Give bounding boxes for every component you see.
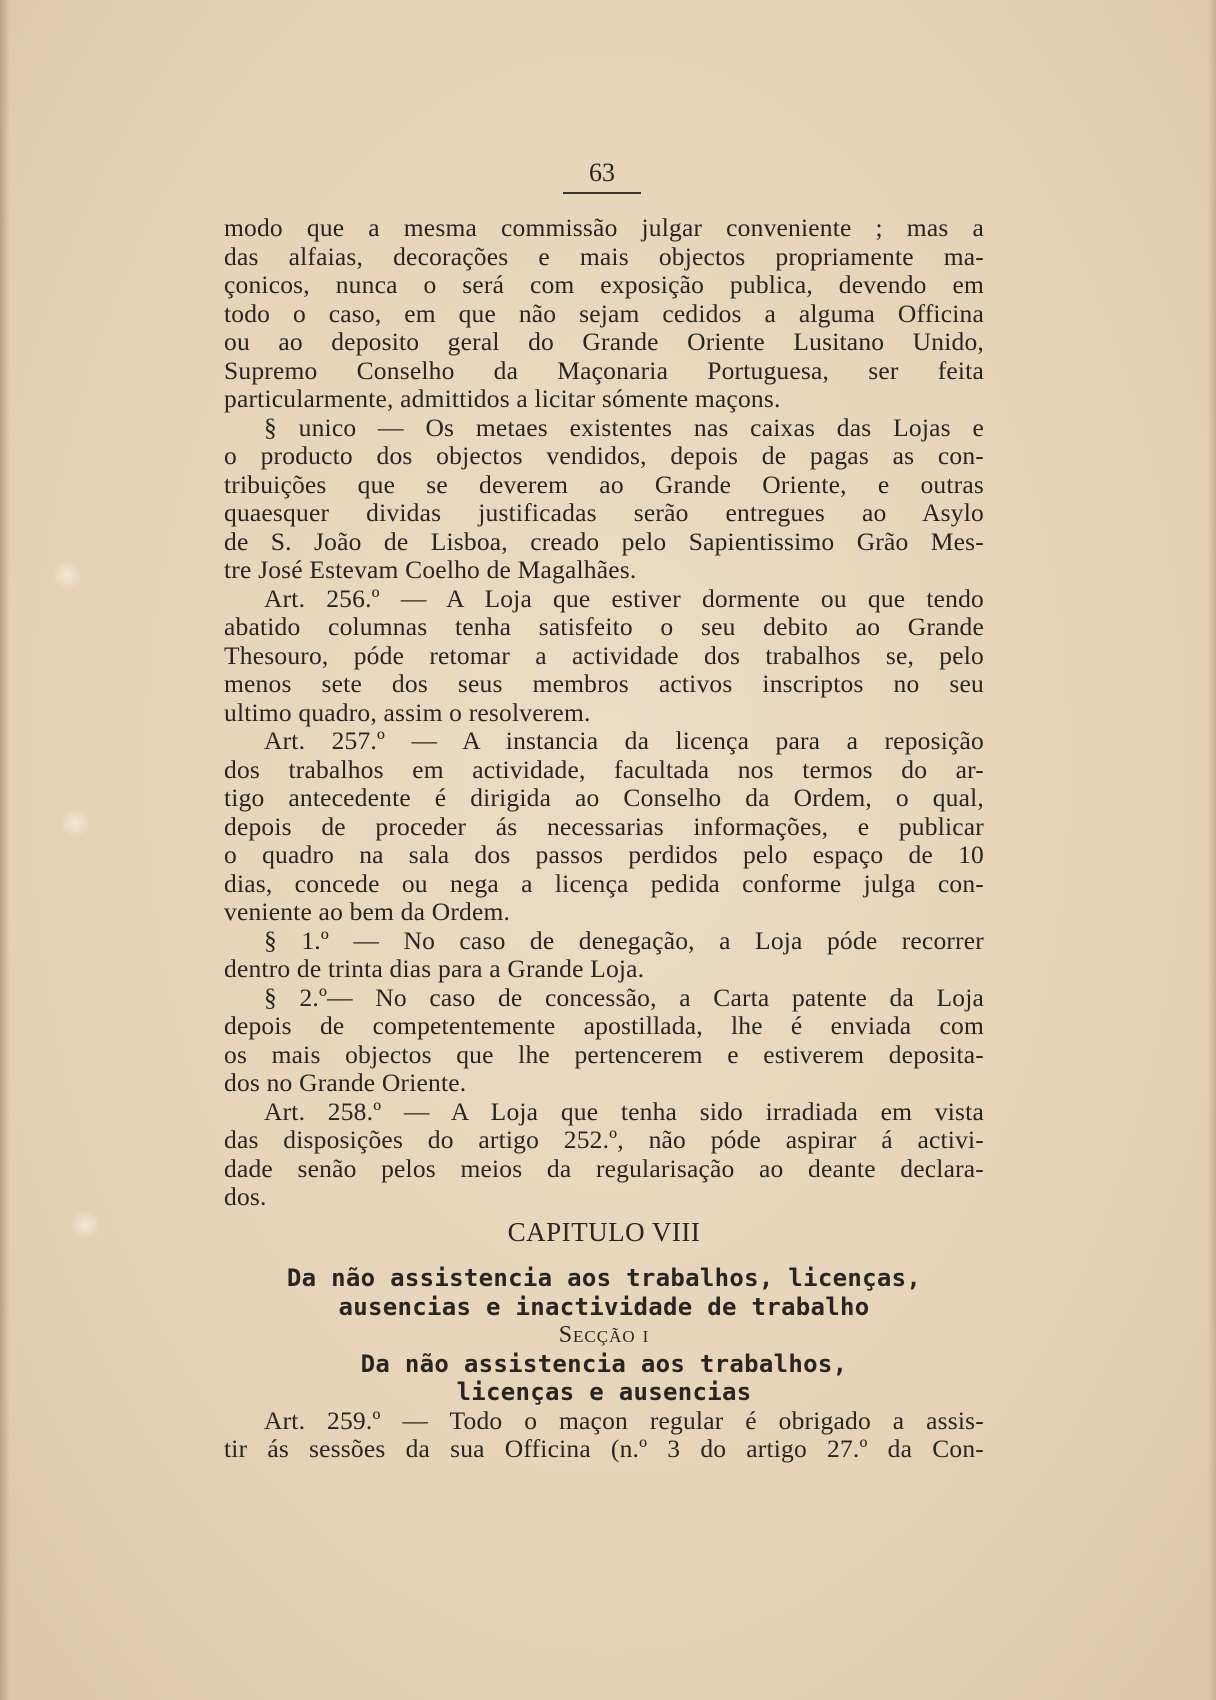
text-line: § 1.º — No caso de denegação, a Loja póde recorrer	[264, 925, 984, 955]
text-line: o quadro na sala dos passos perdidos pelo espaço de 10	[224, 840, 984, 869]
text-line: abatido columnas tenha satisfeito o seu debito ao Grande	[224, 612, 984, 641]
text-line: Supremo Conselho da Maçonaria Portuguesa, ser feita	[224, 355, 984, 385]
text-line: Art. 257.º — A instancia da licença para a reposição	[264, 726, 984, 755]
paper-damage-mark	[52, 560, 82, 590]
text-line: dias, concede ou nega a licença pedida conforme julga con-	[224, 868, 984, 898]
text-line: das disposições do artigo 252.º, não póde aspirar á activi-	[224, 1125, 984, 1154]
text-line: ou ao deposito geral do Grande Oriente Lusitano Unido,	[224, 327, 984, 356]
left-page-edge	[0, 0, 10, 1700]
text-line: o producto dos objectos vendidos, depois de pagas as con-	[224, 441, 984, 470]
spacer	[224, 1246, 984, 1264]
text-line: modo que a mesma commissão julgar conveniente ; mas a	[224, 213, 984, 242]
paper-damage-mark	[60, 808, 90, 838]
right-page-edge	[1208, 0, 1216, 1700]
text-line: veniente ao bem da Ordem.	[224, 897, 511, 926]
section-title-line: licenças e ausencias	[456, 1378, 752, 1406]
text-line: tre José Estevam Coelho de Magalhães.	[224, 555, 637, 584]
text-line: depois de competentemente apostillada, lhe é enviada com	[224, 1011, 984, 1040]
paper-damage-mark	[70, 1210, 100, 1240]
text-line: menos sete dos seus membros activos inscriptos no seu	[224, 669, 984, 698]
text-line: particularmente, admittidos a licitar sómente maçons.	[224, 384, 781, 413]
text-line: os mais objectos que lhe pertencerem e estiverem deposita-	[224, 1039, 984, 1069]
text-line: todo o caso, em que não sejam cedidos a alguma Officina	[224, 298, 984, 328]
text-line: dade senão pelos meios da regularisação ao deante declara-	[224, 1153, 984, 1183]
text-line: Art. 256.º — A Loja que estiver dormente ou que tendo	[264, 583, 984, 613]
page-text	[224, 214, 984, 1464]
text-line: Art. 258.º — A Loja que tenha sido irradiada em vista	[264, 1096, 984, 1126]
text-line: tribuições que se deverem ao Grande Oriente, e outras	[224, 469, 984, 499]
text-line: tigo antecedente é dirigida ao Conselho da Ordem, o qual,	[224, 783, 984, 812]
section-title-line: Da não assistencia aos trabalhos,	[360, 1349, 848, 1378]
text-line: ultimo quadro, assim o resolverem.	[224, 697, 591, 727]
chapter-heading: CAPITULO VIII	[507, 1216, 701, 1247]
section-heading: Secção i	[558, 1322, 650, 1348]
text-line: § unico — Os metaes existentes nas caixas das Lojas e	[264, 412, 984, 442]
chapter-title-line: ausencias e inactividade de trabalho	[338, 1292, 870, 1321]
text-line: dentro de trinta dias para a Grande Loja.	[224, 954, 645, 983]
page-number-rule	[563, 192, 641, 194]
text-line: depois de proceder ás necessarias informações, e publicar	[224, 811, 984, 841]
text-line: quaesquer dividas justificadas serão entregues ao Asylo	[224, 498, 984, 527]
text-line: Thesouro, póde retomar a actividade dos trabalhos se, pelo	[224, 640, 984, 670]
chapter-title-line: Da não assistencia aos trabalhos, licenças,	[286, 1264, 922, 1292]
text-line: § 2.º— No caso de concessão, a Carta patente da Loja	[264, 982, 984, 1012]
text-line: das alfaias, decorações e mais objectos propriamente ma-	[224, 241, 984, 271]
text-line: Art. 259.º — Todo o maçon regular é obrigado a assis-	[264, 1405, 984, 1435]
text-line: dos no Grande Oriente.	[224, 1068, 467, 1097]
text-line: tir ás sessões da sua Officina (n.º 3 do artigo 27.º da Con-	[224, 1434, 984, 1463]
text-line: dos.	[224, 1182, 267, 1211]
text-line: dos trabalhos em actividade, facultada nos termos do ar-	[224, 754, 984, 784]
text-line: çonicos, nunca o será com exposição publica, devendo em	[224, 270, 984, 299]
text-line: de S. João de Lisboa, creado pelo Sapientissimo Grão Mes-	[224, 526, 984, 556]
page-number: 63	[589, 158, 615, 187]
